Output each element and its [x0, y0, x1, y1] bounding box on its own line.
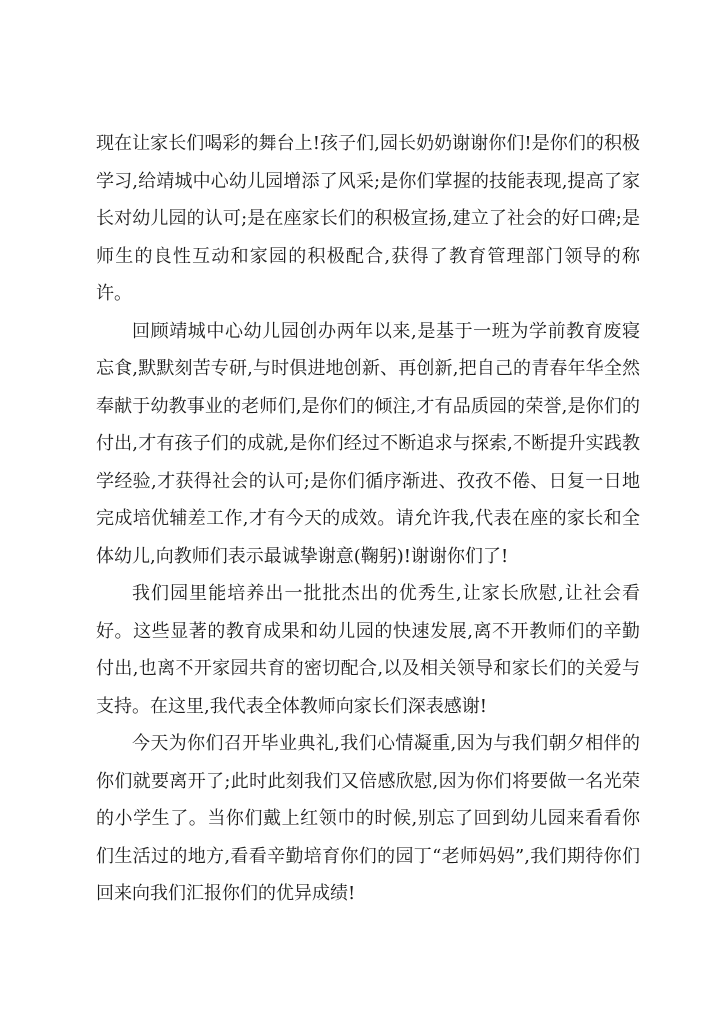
paragraph-3: 我们园里能培养出一批批杰出的优秀生,让家长欣慰,让社会看好。这些显著的教育成果和幼儿园的快速发展,离不开教师们的辛勤付出,也离不开家园共育的密切配合,以及相关领导和家长们的关爱与支持。在这里,我代表全体教师向家长们深表感谢! — [96, 583, 640, 717]
paragraph-4: 今天为你们召开毕业典礼,我们心情凝重,因为与我们朝夕相伴的你们就要离开了;此时此刻我们又倍感欣慰,因为你们将要做一名光荣的小学生了。当你们戴上红领巾的时候,别忘了回到幼儿园来看看你们生活过的地方,看看辛勤培育你们的园丁“老师妈妈”,我们期待你们回来向我们汇报你们的优异成绩! — [96, 733, 640, 904]
paragraph-1: 现在让家长们喝彩的舞台上!孩子们,园长奶奶谢谢你们!是你们的积极学习,给靖城中心幼儿园增添了风采;是你们掌握的技能表现,提高了家长对幼儿园的认可;是在座家长们的积极宣扬,建立了社会的好口碑;是师生的良性互动和家园的积极配合,获得了教育管理部门领导的称许。 — [96, 133, 640, 304]
document-body — [96, 125, 640, 913]
paragraph-2: 回顾靖城中心幼儿园创办两年以来,是基于一班为学前教育废寝忘食,默默刻苦专研,与时俱进地创新、再创新,把自己的青春年华全然奉献于幼教事业的老师们,是你们的倾注,才有品质园的荣誉,是你们的付出,才有孩子们的成就,是你们经过不断追求与探索,不断提升实践教学经验,才获得社会的认可;是你们循序渐进、孜孜不倦、日复一日地完成培优辅差工作,才有今天的成效。请允许我,代表在座的家长和全体幼儿,向教师们表示最诚挚谢意(鞠躬)!谢谢你们了! — [96, 320, 640, 567]
